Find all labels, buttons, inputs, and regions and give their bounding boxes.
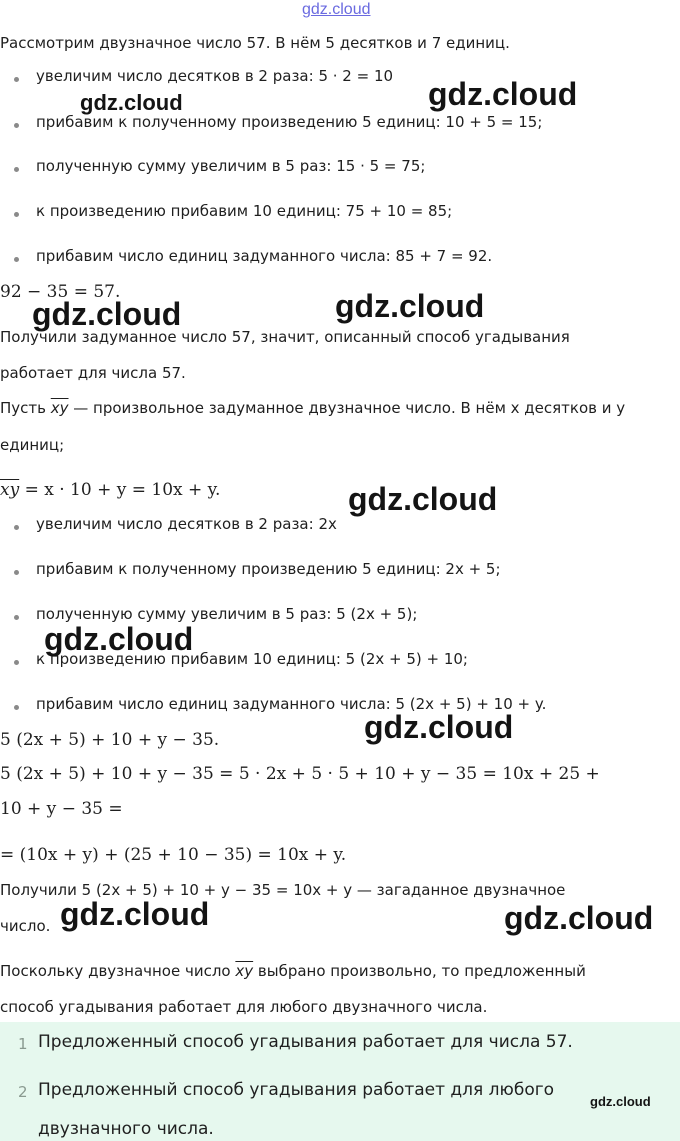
list-item: полученную сумму увеличим в 5 раз: 15 · 5 = 75; — [36, 157, 426, 175]
list-item: прибавим к полученному произведению 5 единиц: 10 + 5 = 15; — [36, 113, 543, 131]
conclusion-57-line1: Получили задуманное число 57, значит, описанный способ угадывания — [0, 328, 570, 346]
general-intro-line1 — [0, 399, 625, 417]
list-item: увеличим число десятков в 2 раза: 5 · 2 = 10 — [36, 67, 394, 85]
watermark: gdz.cloud — [80, 90, 183, 115]
final-suffix: выбрано произвольно, то предложенный — [253, 962, 586, 980]
conclusion-general-line2: число. — [0, 917, 51, 935]
general-intro-line2: единиц; — [0, 436, 65, 454]
general-intro-suffix: — произвольное задуманное двузначное число. В нём x десятков и y — [68, 399, 626, 417]
conclusion-general-line1: Получили 5 (2x + 5) + 10 + y − 35 = 10x + y — загаданное двузначное — [0, 881, 566, 899]
list-item: к произведению прибавим 10 единиц: 75 + 10 = 85; — [36, 202, 453, 220]
final-line2: способ угадывания работает для любого двузначного числа. — [0, 998, 488, 1016]
watermark: gdz.cloud — [364, 709, 514, 745]
header-watermark-link[interactable]: gdz.cloud — [302, 1, 371, 18]
expression-1: 5 (2x + 5) + 10 + y − 35. — [0, 730, 220, 750]
answer-number: 2 — [18, 1083, 28, 1101]
answer-text: двузначного числа. — [38, 1119, 214, 1139]
bullet — [14, 257, 19, 262]
answer-text: Предложенный способ угадывания работает для числа 57. — [38, 1032, 573, 1052]
conclusion-57-line2: работает для числа 57. — [0, 364, 186, 382]
xy-equation-rhs: = x · 10 + y = 10x + y. — [19, 480, 221, 500]
bullet — [14, 705, 19, 710]
watermark: gdz.cloud — [32, 296, 182, 332]
bullet — [14, 615, 19, 620]
watermark: gdz.cloud — [44, 621, 194, 657]
watermark: gdz.cloud — [348, 481, 498, 517]
xy-number: $\overline{xy}$ — [235, 962, 254, 980]
calc-57: 92 − 35 = 57. — [0, 282, 121, 302]
list-item: прибавим число единиц задуманного числа: 85 + 7 = 92. — [36, 247, 493, 265]
list-item: увеличим число десятков в 2 раза: 2x — [36, 515, 337, 533]
expression-2-line1: 5 (2x + 5) + 10 + y − 35 = 5 · 2x + 5 · 5 + 10 + y − 35 = 10x + 25 + — [0, 764, 600, 784]
final-prefix: Поскольку двузначное число — [0, 962, 236, 980]
xy-number: $\overline{xy}$ — [50, 399, 69, 417]
watermark: gdz.cloud — [335, 288, 485, 324]
answer-number: 1 — [18, 1035, 28, 1053]
bullet — [14, 167, 19, 172]
answer-box — [0, 1022, 680, 1141]
bullet — [14, 570, 19, 575]
list-item: прибавим к полученному произведению 5 единиц: 2x + 5; — [36, 560, 501, 578]
expression-3: = (10x + y) + (25 + 10 − 35) = 10x + y. — [0, 845, 347, 865]
answer-text: Предложенный способ угадывания работает для любого — [38, 1080, 555, 1100]
final-line1 — [0, 962, 586, 980]
watermark: gdz.cloud — [428, 76, 578, 112]
general-intro-prefix: Пусть — [0, 399, 51, 417]
bullet — [14, 212, 19, 217]
intro-text: Рассмотрим двузначное число 57. В нём 5 десятков и 7 единиц. — [0, 34, 510, 52]
watermark: gdz.cloud — [60, 896, 210, 932]
xy-equation — [0, 480, 220, 500]
watermark: gdz.cloud — [590, 1094, 651, 1109]
bullet — [14, 525, 19, 530]
list-item: к произведению прибавим 10 единиц: 5 (2x + 5) + 10; — [36, 650, 468, 668]
expression-2-line2: 10 + y − 35 = — [0, 799, 123, 819]
bullet — [14, 123, 19, 128]
bullet — [14, 660, 19, 665]
watermark: gdz.cloud — [504, 900, 654, 936]
bullet — [14, 77, 19, 82]
xy-number: $\overline{xy}$ — [0, 480, 20, 500]
list-item: полученную сумму увеличим в 5 раз: 5 (2x + 5); — [36, 605, 418, 623]
list-item: прибавим число единиц задуманного числа: 5 (2x + 5) + 10 + y. — [36, 695, 547, 713]
